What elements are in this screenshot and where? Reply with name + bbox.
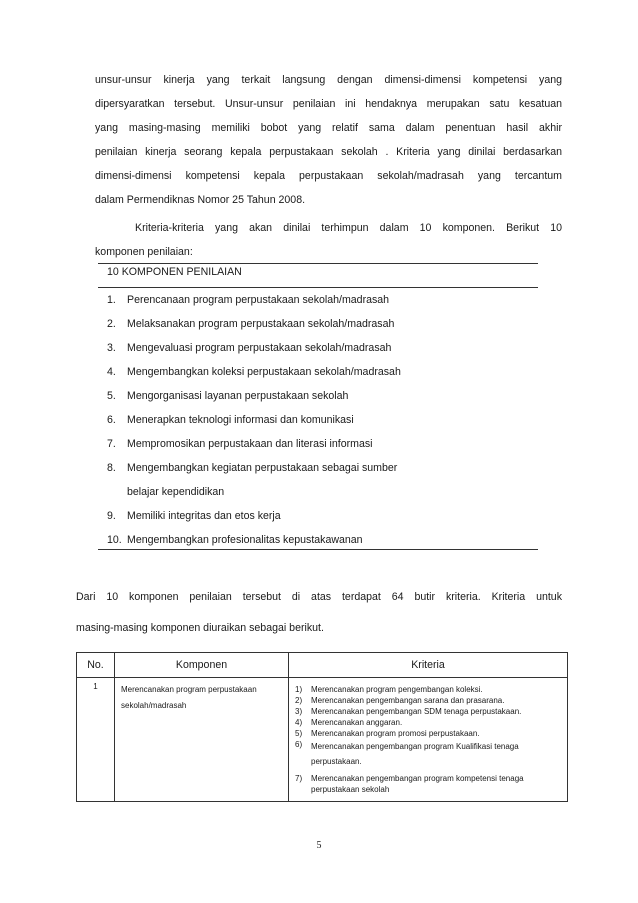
component-number: 6. (107, 414, 116, 426)
kriteria-number: 3) (295, 707, 303, 716)
intro-paragraph (95, 68, 562, 212)
header-no: No. (77, 653, 115, 678)
component-number: 4. (107, 366, 116, 378)
component-number: 10. (107, 534, 122, 546)
components-list (107, 288, 401, 552)
criteria-paragraph (95, 216, 562, 264)
kriteria-text: Merencanakan pengembangan program Kualifikasi tenaga perpustakaan. (311, 742, 519, 766)
kriteria-number: 2) (295, 696, 303, 705)
component-text: Mengembangkan koleksi perpustakaan sekolah/madrasah (127, 366, 401, 378)
component-number: 9. (107, 510, 116, 522)
component-text: Menerapkan teknologi informasi dan komunikasi (127, 414, 354, 426)
kriteria-text: Merencanakan pengembangan program kompetensi tenaga perpustakaan sekolah (311, 774, 524, 794)
component-text: Memiliki integritas dan etos kerja (127, 510, 281, 522)
row-kriteria (289, 678, 568, 802)
kriteria-item (295, 717, 559, 728)
component-text-continuation: belajar kependidikan (127, 486, 225, 498)
component-text: Mengevaluasi program perpustakaan sekolah/madrasah (127, 342, 392, 354)
component-text: Melaksanakan program perpustakaan sekolah/madrasah (127, 318, 395, 330)
row-komponen (115, 678, 289, 802)
header-komponen: Komponen (115, 653, 289, 678)
kriteria-item (295, 739, 559, 769)
intro-line: dalam Permendiknas Nomor 25 Tahun 2008. (95, 194, 306, 206)
component-text: Perencanaan program perpustakaan sekolah/madrasah (127, 294, 390, 306)
criteria-line-1: Kriteria-kriteria yang akan dinilai terhimpun dalam 10 komponen. Berikut 10 (135, 222, 562, 234)
kriteria-text: Merencanakan pengembangan SDM tenaga perpustakaan. (311, 707, 522, 716)
intro-line: penilaian kinerja seorang kepala perpustakaan sekolah . Kriteria yang dinilai berdasarkan (95, 146, 562, 158)
component-item (107, 384, 401, 408)
component-number: 2. (107, 318, 116, 330)
component-item (107, 360, 401, 384)
component-item (107, 456, 401, 480)
component-number: 3. (107, 342, 116, 354)
kriteria-number: 6) (295, 740, 303, 749)
component-item (107, 408, 401, 432)
table-header-row (77, 653, 568, 678)
component-item (107, 504, 401, 528)
summary-line-2: masing-masing komponen diuraikan sebagai berikut. (76, 622, 324, 634)
kriteria-number: 4) (295, 718, 303, 727)
komponen-line: sekolah/madrasah (121, 701, 187, 710)
header-kriteria: Kriteria (289, 653, 568, 678)
kriteria-item (295, 684, 559, 695)
component-number: 8. (107, 462, 116, 474)
component-number: 7. (107, 438, 116, 450)
kriteria-number: 1) (295, 685, 303, 694)
summary-line-1: Dari 10 komponen penilaian tersebut di atas terdapat 64 butir kriteria. Kriteria untuk (76, 591, 562, 603)
component-number: 5. (107, 390, 116, 402)
component-item (107, 288, 401, 312)
kriteria-number: 5) (295, 729, 303, 738)
kriteria-list (295, 684, 559, 795)
row-no: 1 (77, 678, 115, 802)
kriteria-text: Merencanakan program promosi perpustakaan. (311, 729, 480, 738)
component-item (107, 432, 401, 456)
component-text: Mengorganisasi layanan perpustakaan sekolah (127, 390, 349, 402)
kriteria-text: Merencanakan program pengembangan koleksi. (311, 685, 483, 694)
intro-line: dipersyaratkan tersebut. Unsur-unsur penilaian ini hendaknya merupakan satu kesatuan (95, 98, 562, 110)
kriteria-text: Merencanakan pengembangan sarana dan prasarana. (311, 696, 505, 705)
intro-line: dimensi-dimensi kompetensi kepala perpustakaan sekolah/madrasah yang tercantum (95, 170, 562, 182)
kriteria-item (295, 728, 559, 739)
intro-line: unsur-unsur kinerja yang terkait langsung dengan dimensi-dimensi kompetensi yang (95, 74, 562, 86)
component-text: Mengembangkan kegiatan perpustakaan sebagai sumber (127, 462, 398, 474)
page-number: 5 (316, 840, 322, 851)
box-top-rule (98, 263, 538, 264)
component-number: 1. (107, 294, 116, 306)
component-text: Mempromosikan perpustakaan dan literasi informasi (127, 438, 373, 450)
criteria-table (76, 652, 568, 802)
kriteria-item (295, 773, 559, 795)
criteria-line-2: komponen penilaian: (95, 246, 193, 258)
kriteria-number: 7) (295, 774, 303, 783)
component-text: Mengembangkan profesionalitas kepustakawanan (127, 534, 363, 546)
kriteria-text: Merencanakan anggaran. (311, 718, 403, 727)
component-item-continuation (107, 480, 401, 504)
kriteria-item (295, 695, 559, 706)
kriteria-item (295, 706, 559, 717)
components-header: 10 KOMPONEN PENILAIAN (107, 266, 242, 278)
component-item (107, 336, 401, 360)
intro-line: yang masing-masing memiliki bobot yang relatif sama dalam penentuan hasil akhir (95, 122, 562, 134)
table-row (77, 678, 568, 802)
komponen-line: Merencanakan program perpustakaan (121, 685, 257, 694)
summary-paragraph (76, 582, 562, 644)
component-item (107, 312, 401, 336)
box-bottom-rule (98, 549, 538, 550)
